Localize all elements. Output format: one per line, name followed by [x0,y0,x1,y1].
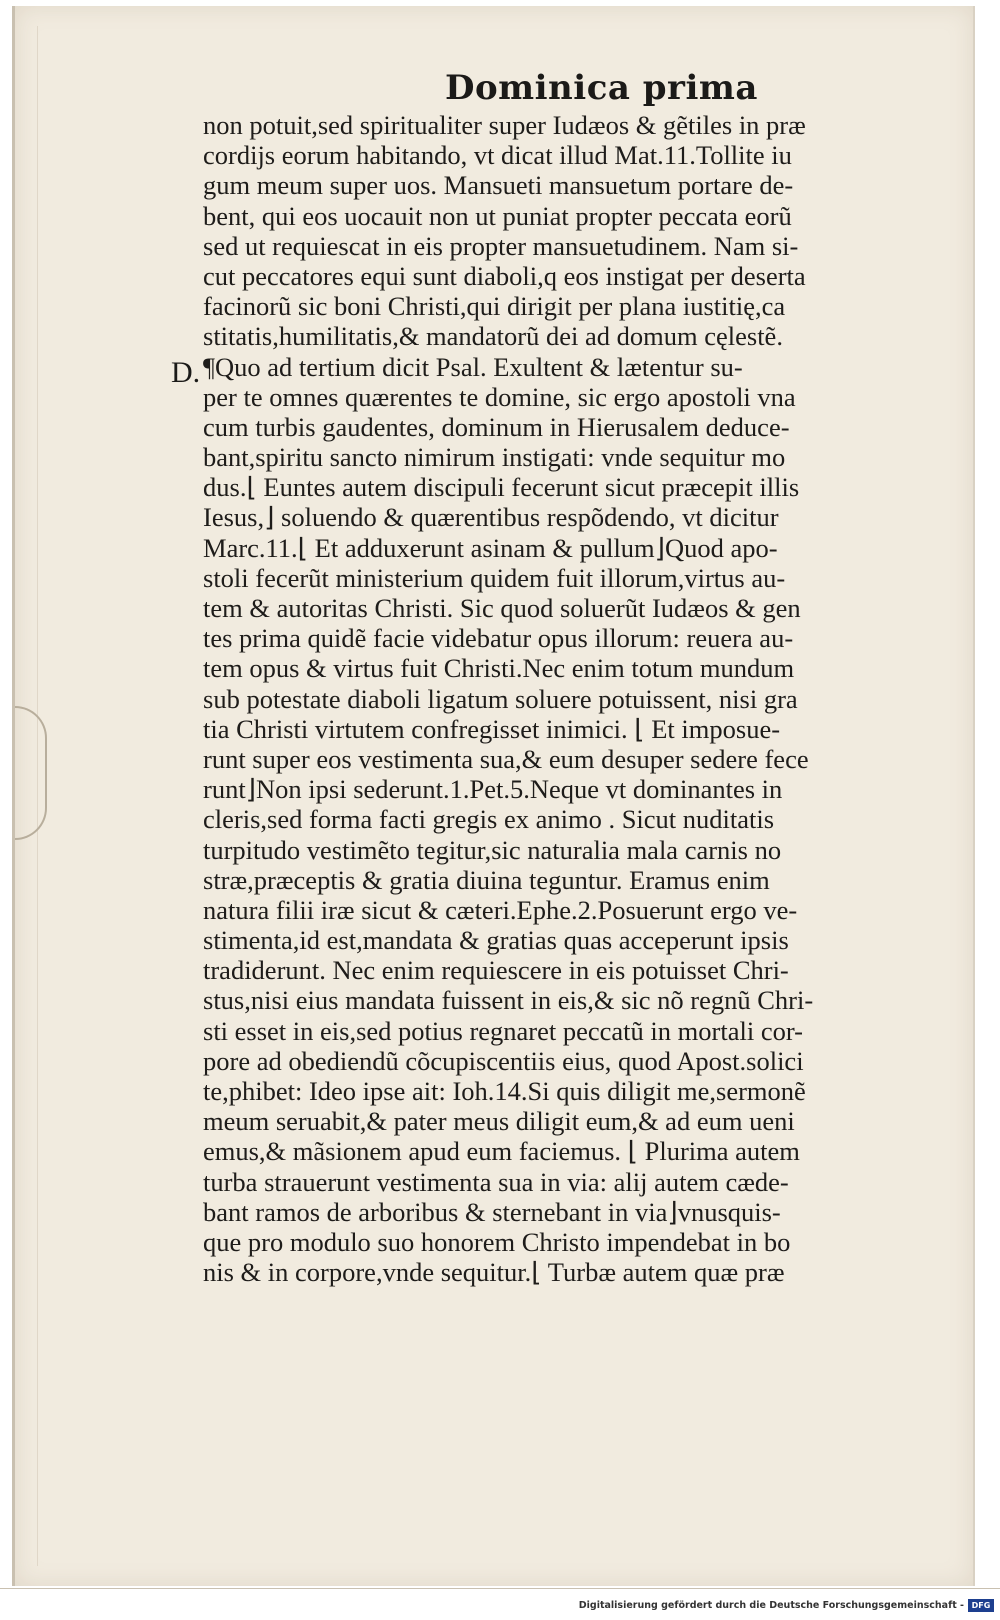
text-line: gum meum super uos. Mansueti mansuetum portare de- [203,170,794,201]
text-line: turpitudo vestimẽto tegitur,sic naturalia mala carnis no [203,834,782,865]
text-line: stus,nisi eius mandata fuissent in eis,& sic nõ regnũ Chri- [203,985,814,1016]
text-line: tem opus & virtus fuit Christi.Nec enim totum mundum [203,653,795,684]
text-line: tia Christi virtutem confregisset inimici. ⌊ Et imposue- [203,713,781,744]
text-line: meum seruabit,& pater meus diligit eum,& ad eum ueni [203,1106,795,1137]
text-line: cleris,sed forma facti gregis ex animo . Sicut nuditatis [203,804,775,835]
book-page [12,6,975,1586]
margin-section-letter: D. [171,356,201,389]
text-line: tradiderunt. Nec enim requiescere in eis potuisset Chri- [203,955,789,986]
binding-clasp [15,706,47,840]
text-line: dus.⌊ Euntes autem discipuli fecerunt sicut præcepit illis [203,472,800,503]
text-line: cum turbis gaudentes, dominum in Hierusalem deduce- [203,411,790,442]
text-line: turba strauerunt vestimenta sua in via: alij autem cæde- [203,1166,789,1197]
text-line: te,phibet: Ideo ipse ait: Ioh.14.Si quis diligit me,sermonẽ [203,1076,806,1106]
text-line: sti esset in eis,sed potius regnaret peccatũ in mortali cor- [203,1015,803,1046]
bottom-rule [0,1588,1000,1589]
text-line: sed ut requiescat in eis propter mansuetudinem. Nam si- [203,230,799,261]
text-line: stoli fecerũt ministerium quidem fuit illorum,virtus au- [203,562,786,593]
text-line: runt⌋Non ipsi sederunt.1.Pet.5.Neque vt dominantes in [203,774,783,805]
text-line: bant,spiritu sancto nimirum instigati: vnde sequitur mo [203,442,786,473]
text-line: Marc.11.⌊ Et adduxerunt asinam & pullum⌋Quod apo- [203,532,778,563]
text-line: stimenta,id est,mandata & gratias quas acceperunt ipsis [203,925,789,956]
text-line: cut peccatores equi sunt diaboli,q eos instigat per deserta [203,260,806,291]
text-line: non potuit,sed spiritualiter super Iudæos & gẽtiles in præ [203,110,806,140]
text-line: pore ad obediendũ cõcupiscentiis eius, quod Apost.solici [203,1045,804,1076]
text-line: que pro modulo suo honorem Christo impendebat in bo [203,1226,791,1257]
digitization-credit: Digitalisierung gefördert durch die Deutsche Forschungsgemeinschaft - [578,1600,964,1611]
text-line: emus,& mãsionem apud eum faciemus. ⌊ Plurima autem [203,1136,800,1167]
text-line: Iesus,⌋ soluendo & quærentibus respõdendo, vt dicitur [203,502,779,533]
body-text [203,110,915,1287]
text-line: tem & autoritas Christi. Sic quod soluerũt Iudæos & gen [203,593,801,623]
text-line: ¶Quo ad tertium dicit Psal. Exultent & lætentur su- [203,351,743,382]
text-line: bent, qui eos uocauit non ut puniat propter peccata eorũ [203,200,792,231]
text-line: sub potestate diaboli ligatum soluere potuissent, nisi gra [203,683,798,714]
running-header: Dominica prima [445,68,758,108]
text-line: stræ,præceptis & gratia diuina teguntur. Eramus enim [203,864,770,895]
text-line: runt super eos vestimenta sua,& eum desuper sedere fece [203,743,809,774]
dfg-logo-badge: DFG [968,1599,994,1612]
text-line: bant ramos de arboribus & sternebant in via⌋vnusquis- [203,1196,781,1227]
text-line: per te omnes quærentes te domine, sic ergo apostoli vna [203,381,796,412]
text-line: natura filii iræ sicut & cæteri.Ephe.2.Posuerunt ergo ve- [203,894,798,925]
text-line: facinorũ sic boni Christi,qui dirigit per plana iustitię,ca [203,291,786,322]
text-line: nis & in corpore,vnde sequitur.⌊ Turbæ autem quæ præ [203,1257,785,1288]
text-line: cordijs eorum habitando, vt dicat illud Mat.11.Tollite iu [203,140,792,171]
text-line: stitatis,humilitatis,& mandatorũ dei ad domum cęlestẽ. [203,321,783,352]
text-line: tes prima quidẽ facie videbatur opus illorum: reuera au- [203,623,794,654]
